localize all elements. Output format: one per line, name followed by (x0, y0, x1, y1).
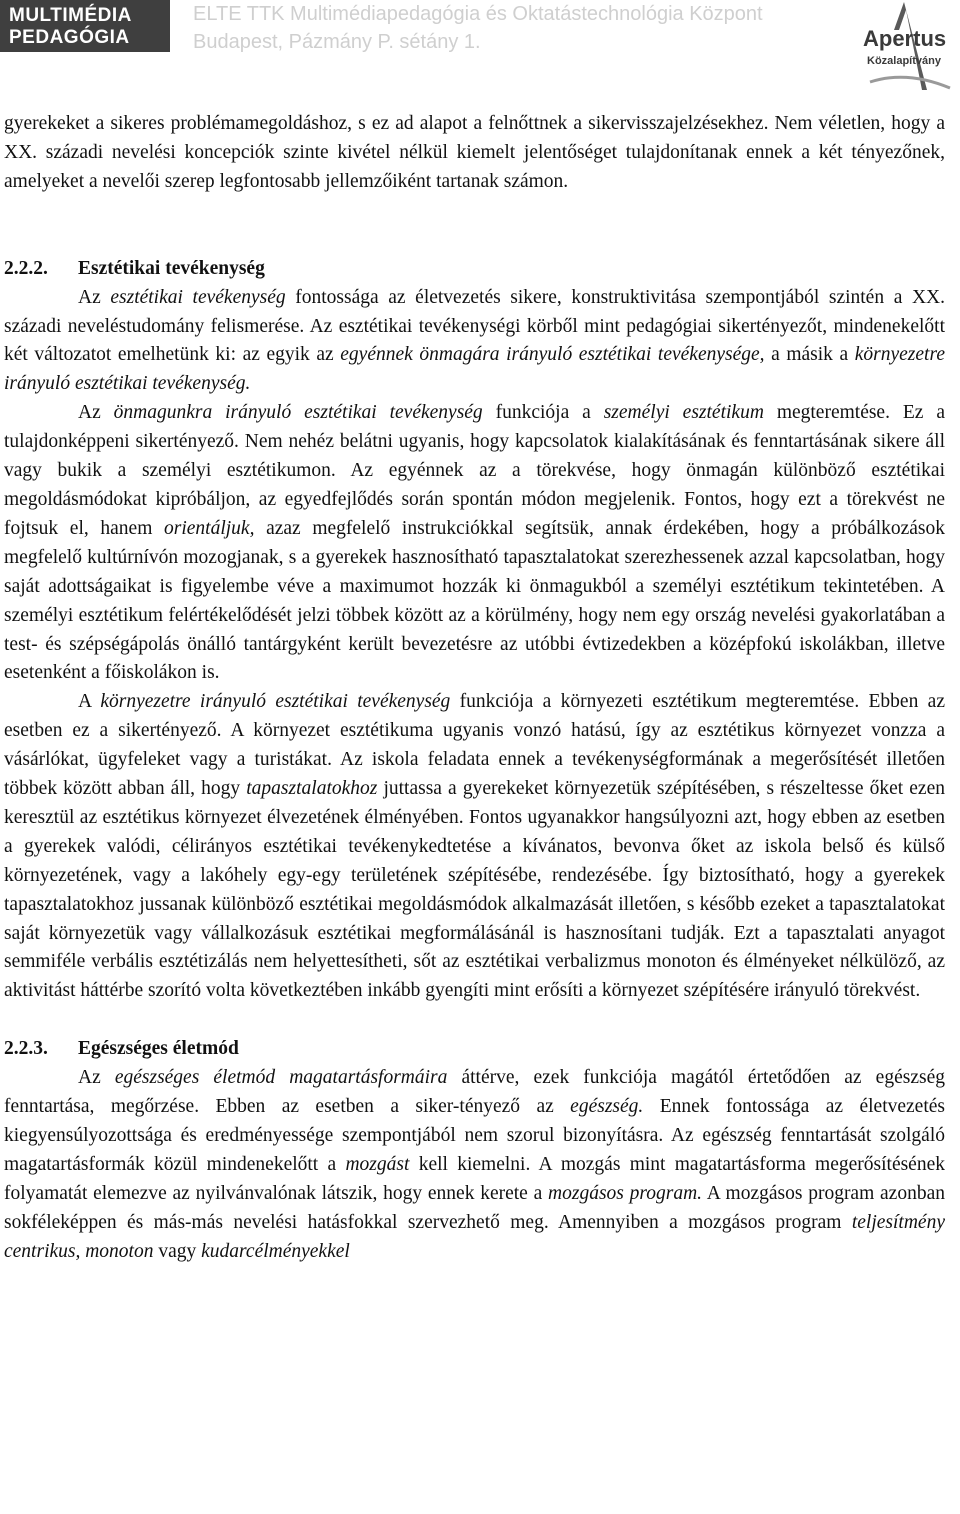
paragraph-intro: gyerekeket a sikeres problémamegoldáshoz, s ez ad alapot a felnőttnek a sikervisszajelzésekhez. Nem véletlen, hogy a XX. századi nevelési koncepciók szinte kivétel nélkül kiemelt jelentőséget tulajdonítanak ennek a két tényezőnek, amelyeket a nevelői szerep legfontosabb jellemzőiként tartanak számon. (4, 113, 945, 192)
apertus-name: Apertus (863, 26, 947, 51)
section-heading-esztetikai (4, 255, 945, 284)
logo-text-line1: MULTIMÉDIA (9, 5, 132, 26)
header-institution: ELTE TTK Multimédiapedagógia és Oktatástechnológia Központ (193, 3, 763, 25)
section-heading-egeszseges (4, 1035, 945, 1064)
section-number: 2.2.2. (4, 257, 48, 279)
header-address: Budapest, Pázmány P. sétány 1. (193, 31, 481, 53)
multimedia-pedagogia-logo (0, 0, 170, 52)
section-number: 2.2.3. (4, 1038, 48, 1060)
apertus-subtitle: Közalapítvány (867, 55, 941, 67)
section-title: Esztétikai tevékenység (78, 257, 265, 279)
apertus-logo (852, 0, 952, 96)
document-body (4, 110, 945, 1267)
paragraph-egeszseges-1: Az egészséges életmód magatartásformáira áttérve, ezek funkciója magától értetődően az egészség fenntartása, megőrzése. Ebben az esetben a siker-tényező az egészség. Ennek fontossága az életvezetés kiegyensúlyozottsága és eredményessége szempontjából nem szorul bizonyításra. Az egészség fenntartását szolgáló magatartásformák közül mindenekelőtt a mozgást kell kiemelni. A mozgás mint magatartásforma megerősítésének folyamatát elemezve az nyilvánvalónak látszik, hogy ennek kerete a mozgásos program. A mozgásos program azonban sokféleképpen és más-más nevelési hatásfokkal szervezhető meg. Amennyiben a mozgásos program teljesítmény centrikus, monoton vagy kudarcélményekkel (4, 1067, 945, 1262)
paragraph-esztetikai-1: Az esztétikai tevékenység fontossága az életvezetés sikere, konstruktivitása szempontjából szintén a XX. századi neveléstudomány felismerése. Az esztétikai tevékenységi körből mint pedagógiai sikertényezőt, mindenekelőtt két változatot emelhetünk ki: az egyik az egyénnek önmagára irányuló esztétikai tevékenysége, a másik a környezetre irányuló esztétikai tevékenység. (4, 286, 945, 395)
paragraph-esztetikai-3: A környezetre irányuló esztétikai tevékenység funkciója a környezeti esztétikum megteremtése. Ebben az esetben ez a sikertényező. A környezet esztétikuma ugyanis vonzó hatású, így az esztétikus környezet vonzza a vásárlókat, ügyfeleket vagy a turistákat. Az iskola feladata ennek a tevékenységformának a megerősítését illetően többek között abban áll, hogy tapasztalatokhoz juttassa a gyerekeket környezetük szépítésében, s részeltesse őket ezen keresztül az esztétikus környezet élvezetének élményében. Fontos ugyanakkor hangsúlyozni azt, hogy ebben az esetben a gyerekek valódi, célirányos esztétikai tevékenykedtetése a kívánatos, bevonva őket az iskola belső és külső környezetének, vagy a lakóhely egy-egy területének szépítésébe, rendezésébe. Így biztosítható, hogy a gyerekek tapasztalatokhoz jussanak különböző esztétikai megoldásmódok alkalmazását illetően, s később ezeket a tapasztalatokat saját környezetük vagy vállalkozásuk esztétikai megformálásánál is hasznosítani tudják. Ezt a tapasztalati anyagot semmiféle verbális esztétizálás nem helyettesítheti, sőt az esztétikai verbalizmus monoton és élményeket nélkülöző, az aktivitást háttérbe szorító volta következtében inkább gyengíti mint erősíti a környezet szépítésére irányuló törekvést. (4, 691, 945, 1002)
page-header (0, 0, 960, 96)
paragraph-esztetikai-2: Az önmagunkra irányuló esztétikai tevékenység funkciója a személyi esztétikum megteremtése. Ez a tulajdonképpeni sikertényező. Nem nehéz belátni ugyanis, hogy kapcsolatok kialakításának és fenntartásának sikere áll vagy bukik a személyi esztétikumon. Az egyénnek az a törekvése, hogy önmagán különböző esztétikai megoldásmódokat kipróbáljon, az egyedfejlődés során spontán módon megjelenik. Fontos, hogy ezt a törekvést ne fojtsuk el, hanem orientáljuk, azaz megfelelő instrukciókkal segítsük, annak érdekében, hogy a próbálkozások megfelelő kultúrnívón mozogjanak, s a gyerekek hasznosítható tapasztalatokat szerezhessenek azzal kapcsolatban, hogy saját adottságaikat is figyelembe véve a maximumot hozzák ki önmagukból a személyi esztétikum tekintetében. A személyi esztétikum felértékelődését jelzi többek között az a körülmény, hogy nem egy ország nevelési gyakorlatában a test- és szépségápolás önálló tantárgyként került bevezetésre az utóbbi évtizedekben a középfokú iskolákban, illetve esetenként a főiskolákon is. (4, 402, 946, 684)
logo-text-line2: PEDAGÓGIA (9, 27, 130, 48)
section-title: Egészséges életmód (78, 1038, 239, 1060)
